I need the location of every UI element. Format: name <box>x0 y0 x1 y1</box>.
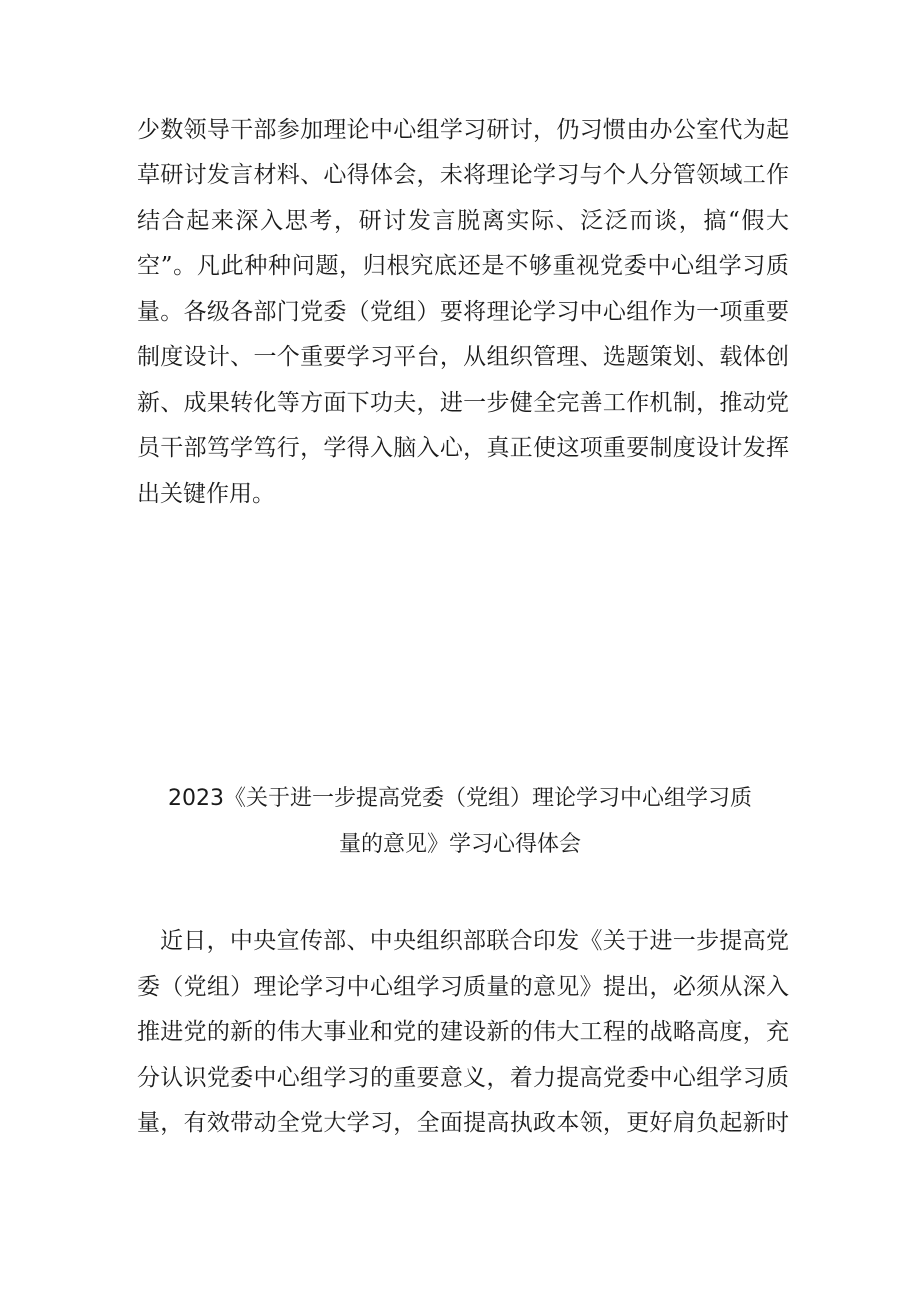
paragraph-1-line: 草研讨发言材料、心得体会，未将理论学习与个人分管领域工作 <box>137 162 789 188</box>
paragraph-1-line: 结合起来深入思考，研讨发言脱离实际、泛泛而谈，搞“假大 <box>137 208 789 234</box>
paragraph-1-line: 量。各级各部门党委（党组）要将理论学习中心组作为一项重要 <box>137 299 789 325</box>
paragraph-2-line: 分认识党委中心组学习的重要意义，着力提高党委中心组学习质 <box>137 1065 789 1091</box>
paragraph-1-line: 制度设计、一个重要学习平台，从组织管理、选题策划、载体创 <box>137 344 789 370</box>
paragraph-2-line: 近日，中央宣传部、中央组织部联合印发《关于进一步提高党 <box>160 928 789 954</box>
article-title-line-1: 2023《关于进一步提高党委（党组）理论学习中心组学习质 <box>168 786 752 811</box>
paragraph-1-line: 员干部笃学笃行，学得入脑入心，真正使这项重要制度设计发挥 <box>137 435 789 461</box>
paragraph-1-line: 少数领导干部参加理论中心组学习研讨，仍习惯由办公室代为起 <box>137 117 789 143</box>
paragraph-2-line: 委（党组）理论学习中心组学习质量的意见》提出，必须从深入 <box>137 974 789 1000</box>
article-title-line-2: 量的意见》学习心得体会 <box>338 832 581 857</box>
paragraph-2-line: 量，有效带动全党大学习，全面提高执政本领，更好肩负起新时 <box>137 1110 789 1136</box>
paragraph-1-line: 空”。凡此种种问题，归根究底还是不够重视党委中心组学习质 <box>137 253 789 279</box>
paragraph-1-line: 新、成果转化等方面下功夫，进一步健全完善工作机制，推动党 <box>137 390 789 416</box>
paragraph-2-line: 推进党的新的伟大事业和党的建设新的伟大工程的战略高度，充 <box>137 1019 789 1045</box>
paragraph-1-line: 出关键作用。 <box>137 481 275 507</box>
